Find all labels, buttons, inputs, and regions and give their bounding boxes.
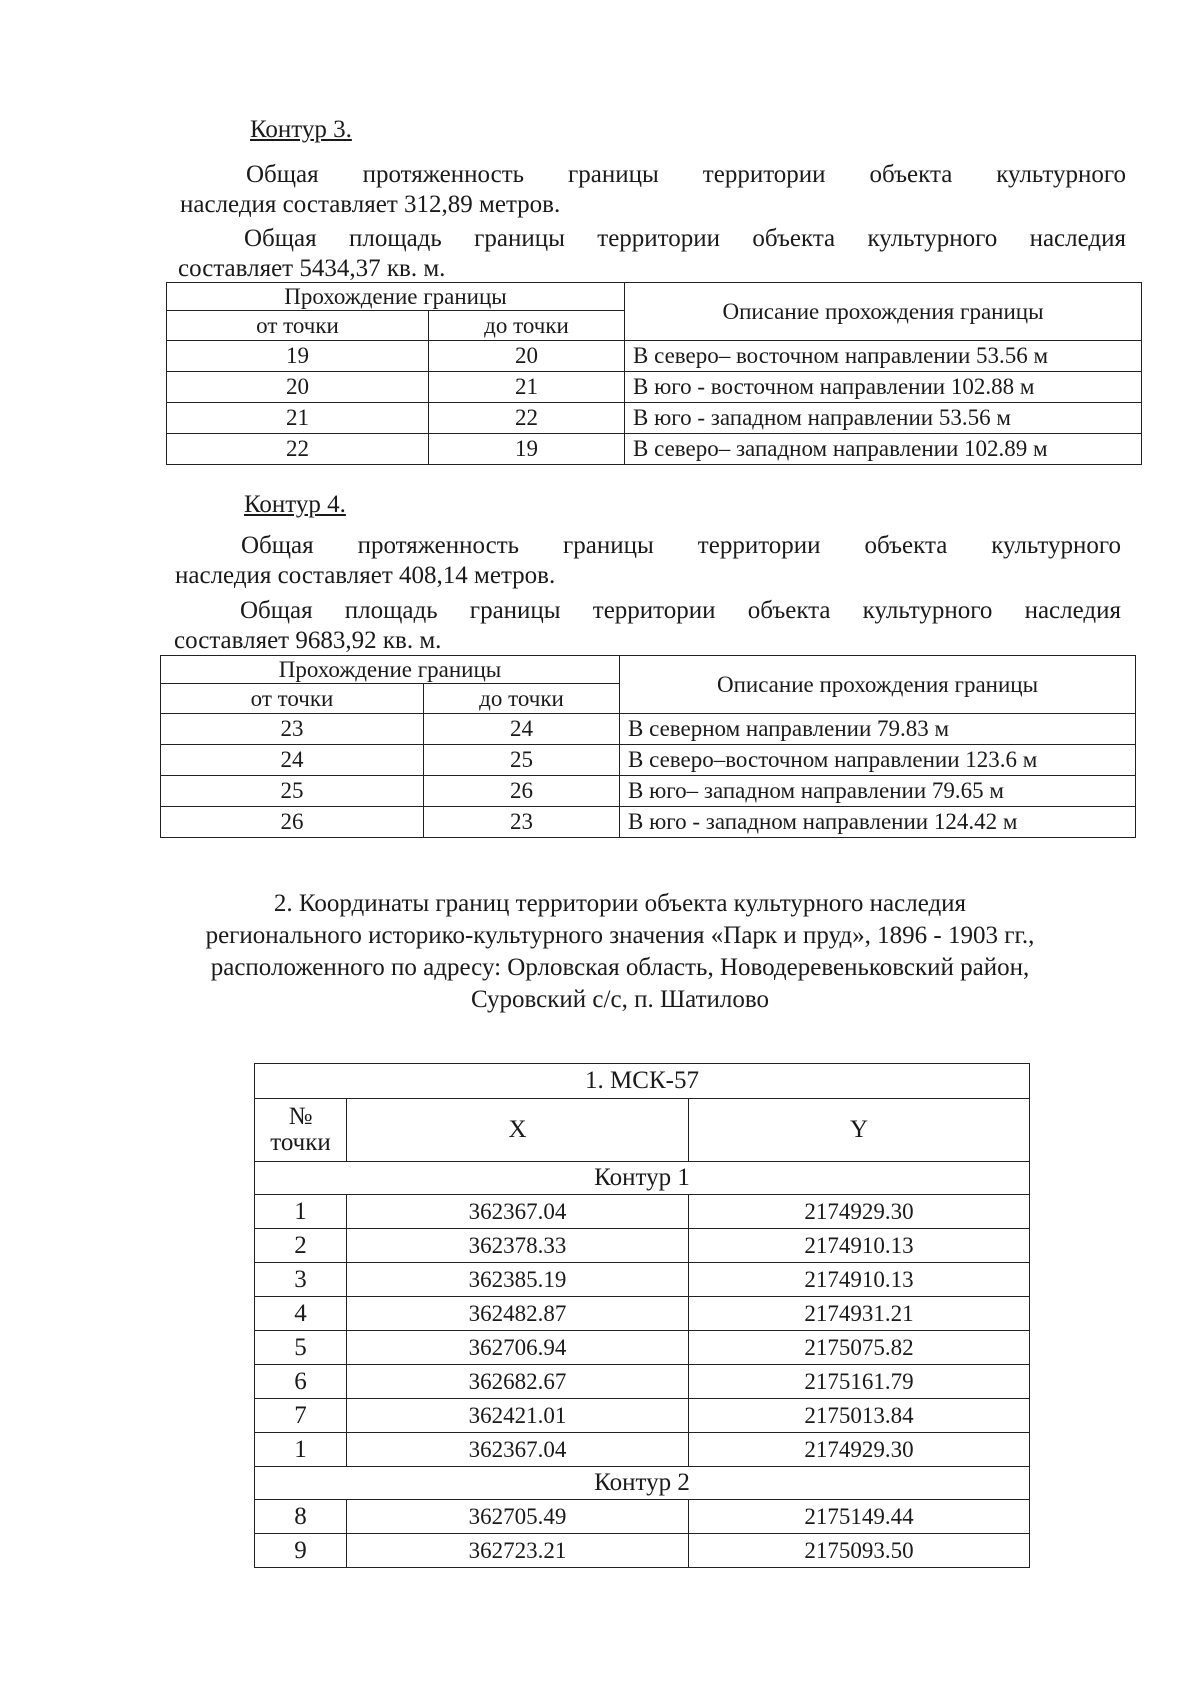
table-row — [161, 807, 1136, 838]
table-row — [255, 1195, 1030, 1229]
y-cell: 2175013.84 — [689, 1399, 1030, 1433]
table-row — [255, 1534, 1030, 1568]
point-number-cell: 7 — [255, 1399, 347, 1433]
from-cell: 20 — [167, 372, 429, 403]
point-number-cell: 3 — [255, 1263, 347, 1297]
table-row — [255, 1365, 1030, 1399]
contour-4-area-line1: Общая площадь границы территории объекта культурного наследия — [240, 597, 1121, 624]
point-number-cell: 2 — [255, 1229, 347, 1263]
coordinates-table — [254, 1063, 1030, 1568]
desc-cell: В юго - западном направлении 124.42 м — [620, 807, 1136, 838]
to-header: до точки — [429, 311, 625, 341]
contour-3-heading: Контур 3. — [250, 116, 352, 143]
contour-4-length-line2: наследия составляет 408,14 метров. — [175, 562, 556, 589]
section-2-title-line: расположенного по адресу: Орловская область, Новодеревеньковский район, — [210, 954, 1030, 981]
from-cell: 25 — [161, 776, 424, 807]
x-cell: 362378.33 — [347, 1229, 689, 1263]
group-header: Прохождение границы — [167, 283, 625, 311]
point-number-header-line2: точки — [270, 1129, 331, 1156]
table-row — [167, 341, 1142, 372]
group-header: Прохождение границы — [161, 656, 620, 684]
from-cell: 22 — [167, 434, 429, 465]
contour-2-subheader: Контур 2 — [255, 1467, 1030, 1500]
table-row — [161, 714, 1136, 745]
to-cell: 24 — [424, 714, 620, 745]
table-row — [161, 745, 1136, 776]
desc-header: Описание прохождения границы — [625, 283, 1142, 341]
coord-system-header: 1. МСК-57 — [255, 1064, 1030, 1099]
from-cell: 23 — [161, 714, 424, 745]
to-cell: 21 — [429, 372, 625, 403]
y-cell: 2174929.30 — [689, 1195, 1030, 1229]
x-cell: 362367.04 — [347, 1433, 689, 1467]
section-2-title — [160, 888, 1080, 1016]
table-row — [255, 1229, 1030, 1263]
x-cell: 362723.21 — [347, 1534, 689, 1568]
desc-cell: В северо–восточном направлении 123.6 м — [620, 745, 1136, 776]
table-row — [255, 1263, 1030, 1297]
table-row — [167, 372, 1142, 403]
point-number-header-line1: № — [288, 1103, 313, 1130]
y-cell: 2175075.82 — [689, 1331, 1030, 1365]
to-cell: 25 — [424, 745, 620, 776]
from-cell: 21 — [167, 403, 429, 434]
contour-4-area-text — [174, 596, 1121, 656]
y-cell: 2175161.79 — [689, 1365, 1030, 1399]
table-row — [255, 1297, 1030, 1331]
x-header: X — [347, 1099, 689, 1162]
table-row — [255, 1399, 1030, 1433]
from-header: от точки — [161, 684, 424, 714]
desc-cell: В юго - западном направлении 53.56 м — [625, 403, 1142, 434]
contour-4-boundary-table — [160, 655, 1136, 838]
contour-3-area-line2: составляет 5434,37 кв. м. — [178, 255, 446, 282]
y-cell: 2174929.30 — [689, 1433, 1030, 1467]
contour-3-area-line1: Общая площадь границы территории объекта культурного наследия — [244, 225, 1126, 252]
point-number-cell: 6 — [255, 1365, 347, 1399]
section-2-title-line: регионального историко-культурного значения «Парк и пруд», 1896 - 1903 гг., — [205, 922, 1035, 949]
contour-3-area-text — [178, 224, 1126, 284]
point-number-cell: 1 — [255, 1433, 347, 1467]
to-cell: 26 — [424, 776, 620, 807]
to-header: до точки — [424, 684, 620, 714]
section-2-title-line: Суровский с/с, п. Шатилово — [470, 986, 770, 1013]
contour-1-subheader: Контур 1 — [255, 1162, 1030, 1195]
point-number-cell: 9 — [255, 1534, 347, 1568]
y-cell: 2175149.44 — [689, 1500, 1030, 1534]
to-cell: 23 — [424, 807, 620, 838]
y-cell: 2174910.13 — [689, 1263, 1030, 1297]
desc-cell: В северном направлении 79.83 м — [620, 714, 1136, 745]
table-row — [161, 776, 1136, 807]
table-row — [255, 1433, 1030, 1467]
from-cell: 26 — [161, 807, 424, 838]
from-cell: 19 — [167, 341, 429, 372]
point-number-cell: 4 — [255, 1297, 347, 1331]
from-header: от точки — [167, 311, 429, 341]
desc-header: Описание прохождения границы — [620, 656, 1136, 714]
desc-cell: В северо– западном направлении 102.89 м — [625, 434, 1142, 465]
x-cell: 362682.67 — [347, 1365, 689, 1399]
to-cell: 22 — [429, 403, 625, 434]
x-cell: 362385.19 — [347, 1263, 689, 1297]
point-number-cell: 8 — [255, 1500, 347, 1534]
x-cell: 362706.94 — [347, 1331, 689, 1365]
to-cell: 19 — [429, 434, 625, 465]
contour-4-length-line1: Общая протяженность границы территории объекта культурного — [241, 532, 1121, 559]
x-cell: 362421.01 — [347, 1399, 689, 1433]
table-row — [255, 1500, 1030, 1534]
desc-cell: В северо– восточном направлении 53.56 м — [625, 341, 1142, 372]
contour-3-length-text — [180, 160, 1126, 220]
table-row — [255, 1331, 1030, 1365]
desc-cell: В юго - восточном направлении 102.88 м — [625, 372, 1142, 403]
x-cell: 362367.04 — [347, 1195, 689, 1229]
y-header: Y — [689, 1099, 1030, 1162]
contour-3-boundary-table — [166, 282, 1142, 465]
x-cell: 362705.49 — [347, 1500, 689, 1534]
y-cell: 2175093.50 — [689, 1534, 1030, 1568]
table-row — [167, 403, 1142, 434]
from-cell: 24 — [161, 745, 424, 776]
point-number-cell: 1 — [255, 1195, 347, 1229]
section-2-title-line: 2. Координаты границ территории объекта культурного наследия — [273, 890, 967, 917]
x-cell: 362482.87 — [347, 1297, 689, 1331]
desc-cell: В юго– западном направлении 79.65 м — [620, 776, 1136, 807]
y-cell: 2174931.21 — [689, 1297, 1030, 1331]
contour-3-length-line1: Общая протяженность границы территории объекта культурного — [246, 161, 1126, 188]
contour-4-area-line2: составляет 9683,92 кв. м. — [174, 627, 442, 654]
table-row — [167, 434, 1142, 465]
point-number-cell: 5 — [255, 1331, 347, 1365]
contour-3-length-line2: наследия составляет 312,89 метров. — [180, 191, 561, 218]
to-cell: 20 — [429, 341, 625, 372]
point-number-header — [255, 1099, 347, 1162]
contour-4-heading: Контур 4. — [244, 491, 346, 518]
contour-4-length-text — [175, 531, 1121, 591]
y-cell: 2174910.13 — [689, 1229, 1030, 1263]
